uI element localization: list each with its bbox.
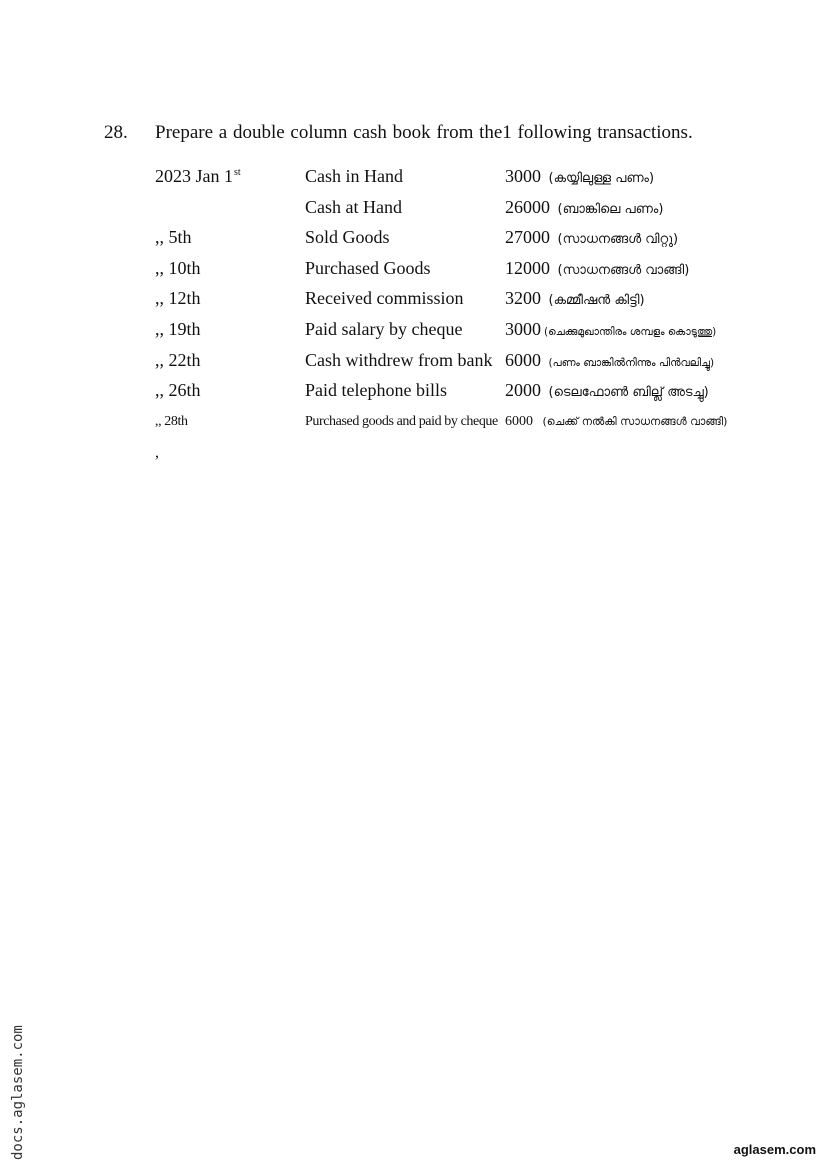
- malayalam-translation: (ടെലഫോൺ ബില്ല് അടച്ചു): [548, 385, 709, 401]
- malayalam-translation: (കയ്യിലുള്ള പണം): [548, 171, 655, 186]
- date-superscript: st: [234, 167, 241, 178]
- transaction-row: [155, 258, 795, 289]
- transaction-row: [155, 288, 795, 319]
- transaction-description: Cash at Hand: [305, 196, 402, 217]
- transaction-row: [155, 227, 795, 258]
- transaction-amount: 6000 (പണം ബാങ്കിൽനിന്നും പിൻവലിച്ചു): [505, 349, 715, 370]
- transaction-amount: 26000 (ബാങ്കിലെ പണം): [505, 196, 664, 217]
- transaction-date: ,, 12th: [155, 288, 201, 309]
- malayalam-translation: (പണം ബാങ്കിൽനിന്നും പിൻവലിച്ചു): [548, 356, 715, 369]
- malayalam-translation: (ചെക്ക് നൽകി സാധനങ്ങൾ വാങ്ങി): [542, 414, 728, 428]
- transaction-description: Sold Goods: [305, 227, 390, 248]
- transaction-description: Received commission: [305, 288, 464, 309]
- transaction-amount: 12000 (സാധനങ്ങൾ വാങ്ങി): [505, 257, 690, 278]
- transaction-row: [155, 350, 795, 381]
- transaction-date: 2023 Jan 1st: [155, 166, 241, 186]
- transaction-row: [155, 197, 795, 228]
- transaction-amount: 3000 (ചെക്കുമുഖാന്തിരം ശമ്പളം കൊടുത്തു): [505, 318, 717, 339]
- transactions-list: [155, 166, 795, 441]
- side-watermark: docs.aglasem.com: [10, 1025, 26, 1160]
- transaction-description: Paid salary by cheque: [305, 318, 463, 339]
- transaction-date: ,, 19th: [155, 318, 201, 339]
- transaction-date: ,, 22th: [155, 349, 201, 370]
- transaction-amount: 27000 (സാധനങ്ങൾ വിറ്റു): [505, 227, 679, 248]
- transaction-amount: 6000 (ചെക്ക് നൽകി സാധനങ്ങൾ വാങ്ങി): [505, 413, 728, 429]
- transaction-description: Cash withdrew from bank: [305, 349, 493, 370]
- transaction-amount: 3000 (കയ്യിലുള്ള പണം): [505, 166, 655, 186]
- transaction-amount: 3200 (കമ്മീഷൻ കിട്ടി): [505, 288, 645, 309]
- transaction-row: [155, 319, 795, 350]
- transaction-description: Cash in Hand: [305, 166, 403, 186]
- malayalam-translation: (ചെക്കുമുഖാന്തിരം ശമ്പളം കൊടുത്തു): [544, 325, 717, 338]
- malayalam-translation: (കമ്മീഷൻ കിട്ടി): [548, 293, 645, 309]
- transaction-date: ,, 5th: [155, 227, 192, 248]
- corner-watermark: aglasem.com: [733, 1142, 816, 1157]
- malayalam-translation: (ബാങ്കിലെ പണം): [557, 201, 664, 217]
- transaction-description: Paid telephone bills: [305, 380, 447, 401]
- question-number: 28.: [104, 122, 128, 143]
- malayalam-translation: (സാധനങ്ങൾ വിറ്റു): [557, 232, 679, 248]
- stray-mark: ,: [155, 444, 159, 461]
- transaction-description: Purchased Goods: [305, 257, 431, 278]
- transaction-row: [155, 380, 795, 411]
- transaction-date: ,, 10th: [155, 257, 201, 278]
- transaction-row: [155, 166, 795, 197]
- transaction-date: ,, 28th: [155, 413, 188, 429]
- transaction-amount: 2000 (ടെലഫോൺ ബില്ല് അടച്ചു): [505, 380, 709, 401]
- transaction-row: [155, 411, 795, 442]
- question-text: Prepare a double column cash book from the1 following transactions.: [155, 122, 693, 143]
- transaction-description: Purchased goods and paid by cheque: [305, 413, 498, 429]
- malayalam-translation: (സാധനങ്ങൾ വാങ്ങി): [557, 262, 690, 278]
- transaction-date: ,, 26th: [155, 380, 201, 401]
